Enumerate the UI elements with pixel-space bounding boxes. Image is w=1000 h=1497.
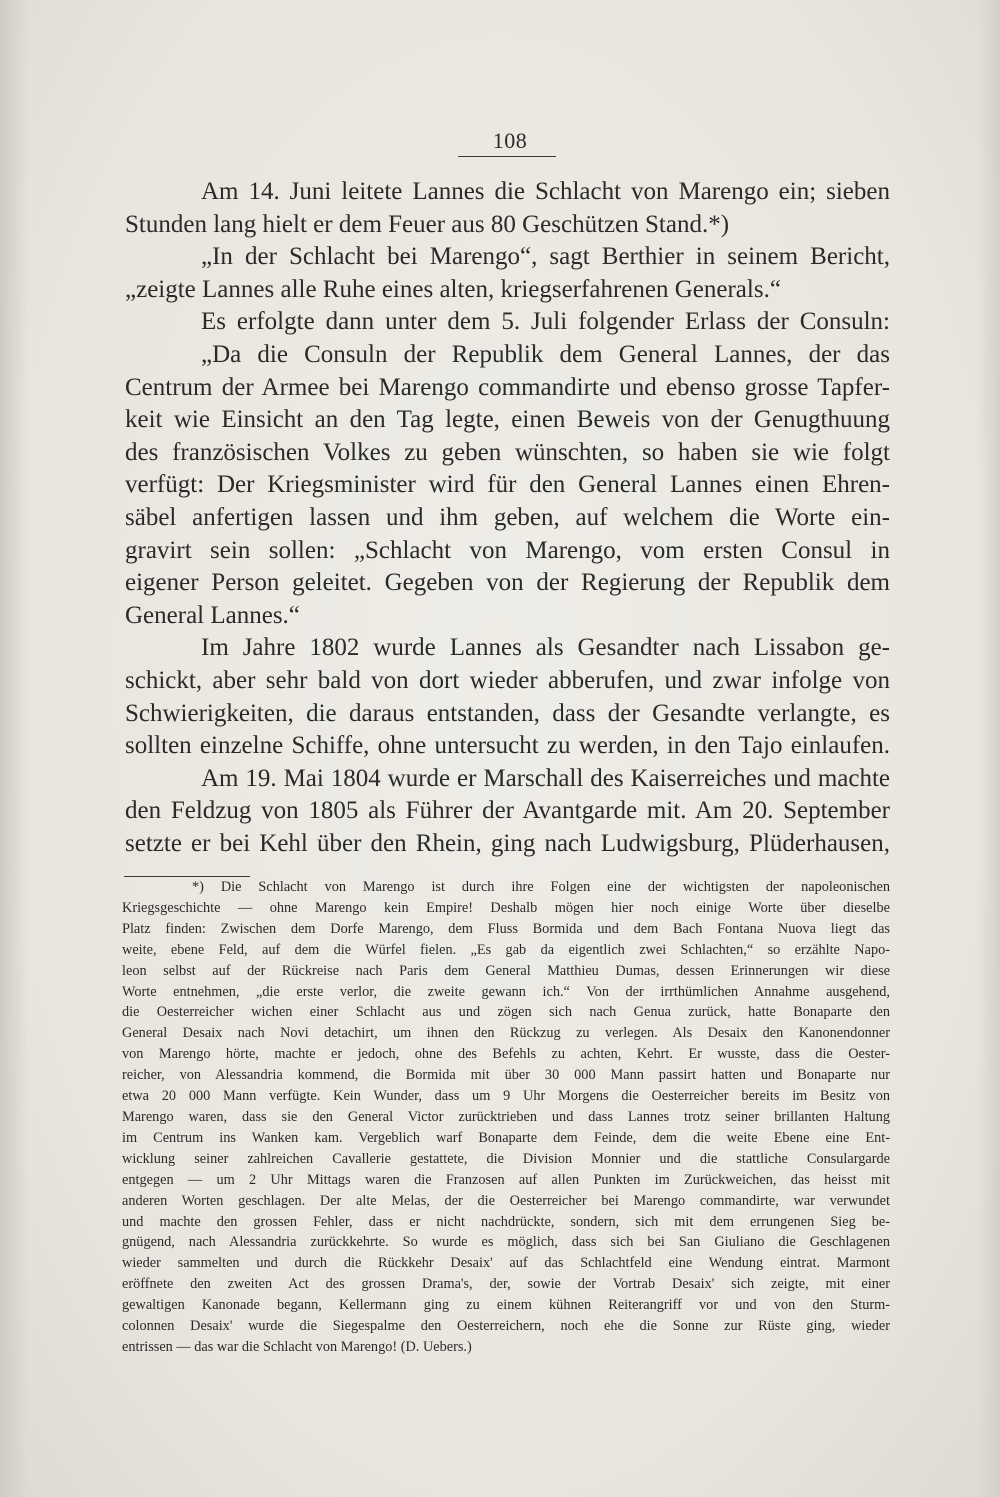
- footnote-line: weite, ebene Feld, auf dem die Würfel fielen. „Es gab da eigentlich zwei Schlachten,“ so erzählte Napo-: [122, 941, 890, 958]
- text-line: Schwierigkeiten, die daraus entstanden, dass der Gesandte verlangte, es: [125, 699, 890, 727]
- footnote-line: Platz finden: Zwischen dem Dorfe Marengo, dem Fluss Bormida und dem Bach Fontana Nuova liegt das: [122, 920, 890, 937]
- text-line: „zeigte Lannes alle Ruhe eines alten, kriegserfahrenen Generals.“: [125, 275, 781, 303]
- text-line: verfügt: Der Kriegsminister wird für den General Lannes einen Ehren-: [125, 471, 890, 499]
- text-line: „In der Schlacht bei Marengo“, sagt Berthier in seinem Bericht,: [201, 243, 890, 271]
- text-line: keit wie Einsicht an den Tag legte, einen Beweis von der Genugthuung: [125, 406, 890, 434]
- footnote-line: General Desaix nach Novi detachirt, um ihnen den Rückzug zu verlegen. Als Desaix den Kanonendonner: [122, 1025, 890, 1042]
- footnote-line: wicklung seiner zahlreichen Cavallerie gestattete, die Division Monnier und die stattliche Consulargarde: [122, 1150, 890, 1167]
- text-line: setzte er bei Kehl über den Rhein, ging nach Ludwigsburg, Plüderhausen,: [125, 829, 890, 857]
- footnote-line: Worte entnehmen, „die erste verlor, die zweite gewann ich.“ Von der irrthümlichen Annahme ausgehend,: [122, 983, 890, 1000]
- text-line: gravirt sein sollen: „Schlacht von Marengo, vom ersten Consul in: [125, 536, 890, 564]
- text-line: Am 14. Juni leitete Lannes die Schlacht von Marengo ein; sieben: [201, 178, 890, 205]
- page-number: 108: [492, 128, 528, 153]
- footnote-line: im Centrum ins Wanken kam. Vergeblich warf Bonaparte dem Feinde, dem die weite Ebene eine Ent-: [122, 1129, 890, 1146]
- text-line: eigener Person geleitet. Gegeben von der Regierung der Republik dem: [125, 569, 890, 597]
- text-line: säbel anfertigen lassen und ihm geben, auf welchem die Worte ein-: [125, 503, 890, 531]
- footnote-line: Kriegsgeschichte — ohne Marengo kein Empire! Deshalb mögen hier noch einige Worte über dieselbe: [122, 899, 890, 916]
- footnote-line: entrissen — das war die Schlacht von Marengo! (D. Uebers.): [122, 1338, 472, 1355]
- page-gutter-shadow: [0, 0, 28, 1497]
- footnote: [122, 877, 890, 1358]
- footnote-line: *) Die Schlacht von Marengo ist durch ihre Folgen eine der wichtigsten der napoleonischen: [192, 879, 890, 895]
- text-line: schickt, aber sehr bald von dort wieder abberufen, und zwar infolge von: [125, 666, 890, 694]
- footnote-line: entgegen — um 2 Uhr Mittags waren die Franzosen auf allen Punkten im Zurückweichen, das heisst mit: [122, 1171, 890, 1188]
- footnote-line: eröffnete den zweiten Act des grossen Drama's, der, sowie der Vortrab Desaix' sich zeigte, mit einer: [122, 1276, 890, 1293]
- footnote-line: wieder sammelten und durch die Rückkehr Desaix' auf das Schlachtfeld eine Wendung eintrat. Marmont: [122, 1255, 890, 1272]
- text-line: Stunden lang hielt er dem Feuer aus 80 Geschützen Stand.*): [125, 210, 730, 238]
- text-line: sollten einzelne Schiffe, ohne untersucht zu werden, in den Tajo einlaufen.: [125, 732, 890, 760]
- footnote-line: etwa 20 000 Mann verfügte. Kein Wunder, dass um 9 Uhr Morgens die Oesterreicher bereits im Besitz von: [122, 1088, 890, 1105]
- footnote-line: Marengo waren, dass sie den General Victor zurücktrieben und dass Lannes trotz seiner brillanten Haltung: [122, 1108, 890, 1125]
- text-line: General Lannes.“: [125, 601, 300, 629]
- footnote-line: die Oesterreicher wichen einer Schlacht aus und zögen sich nach Genua zurück, hatte Bonaparte den: [122, 1004, 890, 1021]
- text-line: den Feldzug von 1805 als Führer der Avantgarde mit. Am 20. September: [125, 797, 890, 825]
- footnote-line: reicher, von Alessandria kommend, die Bormida mit über 30 000 Mann passirt hatten und Bonaparte nur: [122, 1067, 890, 1084]
- text-line: „Da die Consuln der Republik dem General Lannes, der das: [201, 340, 890, 368]
- text-line: Centrum der Armee bei Marengo commandirte und ebenso grosse Tapfer-: [125, 373, 890, 401]
- text-line: des französischen Volkes zu geben wünschten, so haben sie wie folgt: [125, 438, 890, 466]
- footnote-line: gewaltigen Kanonade begann, Kellermann ging zu einem kühnen Reiterangriff vor und von den Sturm-: [122, 1297, 890, 1314]
- footnote-line: von Marengo hörte, machte er jedoch, ohne des Befehls zu achten, Kehrt. Er wusste, dass die Oester-: [122, 1046, 890, 1063]
- page-number-rule: [458, 156, 556, 157]
- body-text: [125, 176, 890, 860]
- footnote-line: leon selbst auf der Rückreise nach Paris dem General Matthieu Dumas, dessen Erinnerungen wir diese: [122, 962, 890, 979]
- footnote-line: anderen Worten geschlagen. Der alte Melas, der die Oesterreicher bei Marengo commandirte, war verwundet: [122, 1192, 890, 1209]
- footnote-line: gnügend, nach Alessandria zurückkehrte. So wurde es möglich, dass sich bei San Giuliano die Geschlagenen: [122, 1234, 890, 1251]
- text-line: Am 19. Mai 1804 wurde er Marschall des Kaiserreiches und machte: [201, 764, 890, 792]
- footnote-line: und machte den grossen Fehler, dass er nicht nachdrückte, sondern, sich mit dem errungenen Sieg be-: [122, 1213, 890, 1230]
- footnote-line: colonnen Desaix' wurde die Siegespalme den Oesterreichern, noch ehe die Sonne zur Rüste ging, wieder: [122, 1318, 890, 1335]
- page-edge-shadow: [978, 0, 1000, 1497]
- text-line: Es erfolgte dann unter dem 5. Juli folgender Erlass der Consuln:: [201, 308, 890, 336]
- text-line: Im Jahre 1802 wurde Lannes als Gesandter nach Lissabon ge-: [201, 634, 890, 662]
